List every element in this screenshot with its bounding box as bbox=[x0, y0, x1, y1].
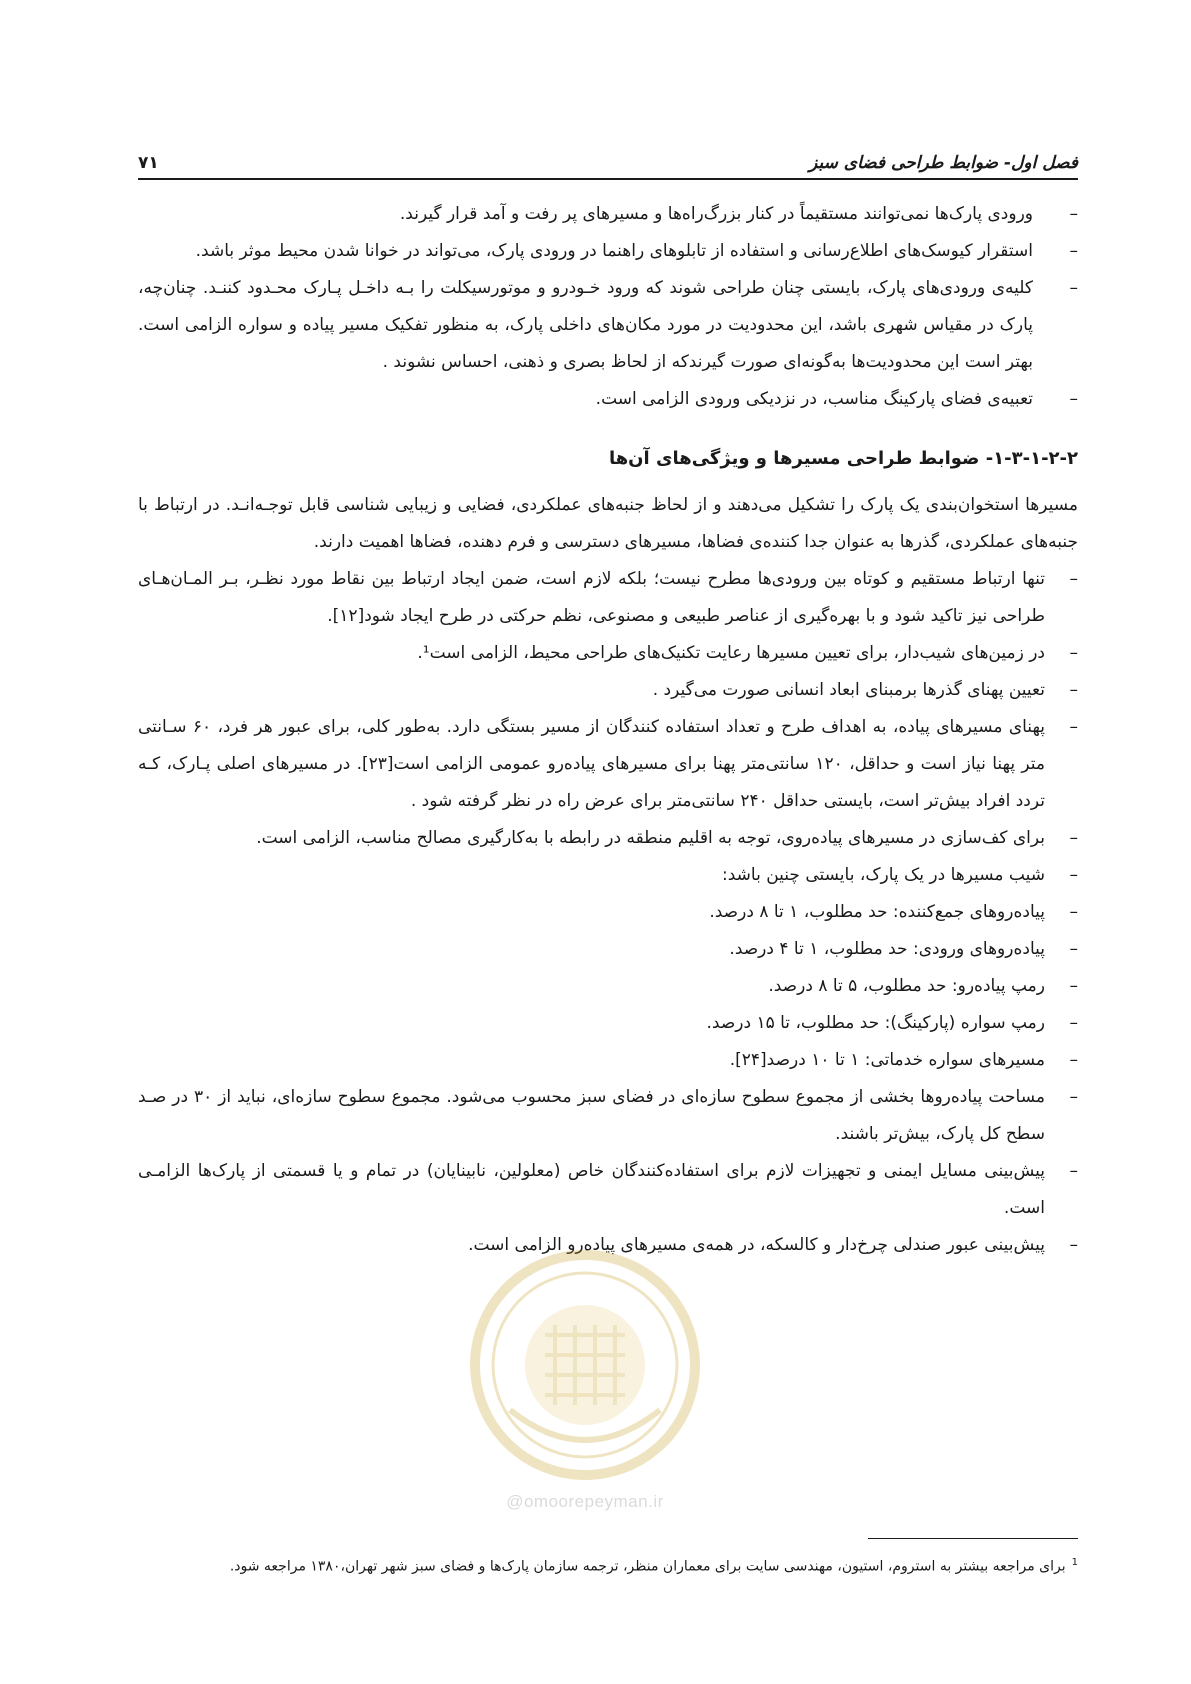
list-item bbox=[138, 1153, 1078, 1227]
list-item bbox=[138, 196, 1078, 233]
list-item bbox=[138, 1227, 1078, 1264]
list-item bbox=[138, 931, 1078, 968]
list-item bbox=[138, 381, 1078, 418]
entrance-rules-list bbox=[138, 196, 1078, 418]
list-item-text: تعبیه‌ی فضای پارکینگ مناسب، در نزدیکی ورودی الزامی است. bbox=[595, 389, 1033, 409]
list-item-text: شیب مسیرها در یک پارک، بایستی چنین باشد: bbox=[722, 865, 1045, 885]
list-item-text: پیش‌بینی عبور صندلی چرخ‌دار و کالسکه، در همه‌ی مسیرهای پیاده‌رو الزامی است. bbox=[468, 1235, 1045, 1255]
list-item-text: ورودی پارک‌ها نمی‌توانند مستقیماً در کنار بزرگ‌راه‌ها و مسیرهای پر رفت و آمد قرار گیرند. bbox=[399, 204, 1033, 224]
watermark-text: @omoorepeyman.ir bbox=[506, 1492, 664, 1511]
dash-bullet: – bbox=[1069, 680, 1078, 700]
section-paragraph: مسیرها استخوان‌بندی یک پارک را تشکیل می‌دهند و از لحاظ جنبه‌های عملکردی، فضایی و زیبایی شناسی قابل توجـه‌انـد. در ارتباط با جنبه‌های عملکردی، گذرها به عنوان جدا کننده‌ی فضاها، مسیرهای دسترسی و فرم دهنده، فضاها اهمیت دارند. bbox=[138, 495, 1078, 552]
list-item-text: تعیین پهنای گذرها برمبنای ابعاد انسانی صورت می‌گیرد . bbox=[652, 680, 1045, 700]
dash-bullet: – bbox=[1069, 204, 1078, 224]
list-item bbox=[138, 270, 1078, 381]
list-item bbox=[138, 233, 1078, 270]
list-item-text: در زمین‌های شیب‌دار، برای تعیین مسیرها رعایت تکنیک‌های طراحی محیط، الزامی است¹. bbox=[417, 643, 1045, 663]
page-number: ۷۱ bbox=[138, 153, 159, 173]
dash-bullet: – bbox=[1069, 1013, 1078, 1033]
dash-bullet: – bbox=[1069, 717, 1078, 737]
list-item bbox=[138, 894, 1078, 931]
list-item-text: پهنای مسیرهای پیاده، به اهداف طرح و تعداد استفاده کنندگان از مسیر بستگی دارد. به‌طور کلی، برای عبور هر فرد، ۶۰ سـانتی متر پهنا نیاز است و حداقل، ۱۲۰ سانتی‌متر پهنا برای مسیرهای پیاده‌رو عمومی الزامی است[۲۳]. در مسیرهای اصلی پـارک، کـه تردد افراد بیش‌تر است، بایستی حداقل ۲۴۰ سانتی‌متر برای عرض راه در نظر گرفته شود . bbox=[138, 717, 1046, 811]
header-rule bbox=[138, 178, 1078, 180]
dash-bullet: – bbox=[1069, 1235, 1078, 1255]
footnote bbox=[138, 1550, 1078, 1580]
section-heading: ۱-۳-۱-۲-۲- ضوابط طراحی مسیرها و ویژگی‌های آن‌ها bbox=[608, 448, 1078, 469]
dash-bullet: – bbox=[1069, 976, 1078, 996]
list-item bbox=[138, 672, 1078, 709]
list-item-text: برای کف‌سازی در مسیرهای پیاده‌روی، توجه به اقلیم منطقه در رابطه با به‌کارگیری مصالح مناسب، الزامی است. bbox=[256, 828, 1045, 848]
dash-bullet: – bbox=[1069, 828, 1078, 848]
running-title: فصل اول- ضوابط طراحی فضای سبز bbox=[809, 153, 1078, 173]
dash-bullet: – bbox=[1069, 569, 1078, 589]
list-item-text: پیاده‌روهای جمع‌کننده: حد مطلوب، ۱ تا ۸ درصد. bbox=[709, 902, 1045, 922]
list-item-text: رمپ سواره (پارکینگ): حد مطلوب، تا ۱۵ درصد. bbox=[706, 1013, 1045, 1033]
dash-bullet: – bbox=[1069, 902, 1078, 922]
list-item bbox=[138, 857, 1078, 894]
dash-bullet: – bbox=[1069, 278, 1078, 298]
list-item-text: مساحت پیاده‌روها بخشی از مجموع سطوح سازه‌ای در فضای سبز محسوب می‌شود. مجموع سطوح سازه‌ای، نباید از ۳۰ در صـد سطح کل پارک، بیش‌تر باشند. bbox=[138, 1087, 1045, 1144]
list-item-text: کلیه‌ی ورودی‌های پارک، بایستی چنان طراحی شوند که ورود خـودرو و موتورسیکلت را بـه داخـل پـارک محـدود کننـد. چنان‌چه، پارک در مقیاس شهری باشد، این محدودیت در مورد مکان‌های داخلی پارک، به منظور تفکیک مسیر پیاده و سواره الزامی است. بهتر است این محدودیت‌ها به‌گونه‌ای صورت گیرندکه از لحاظ بصری و ذهنی، احساس نشوند . bbox=[138, 278, 1033, 372]
dash-bullet: – bbox=[1069, 939, 1078, 959]
footnote-marker: 1 bbox=[1071, 1557, 1078, 1568]
list-item-text: مسیرهای سواره خدماتی: ۱ تا ۱۰ درصد[۲۴]. bbox=[729, 1050, 1045, 1070]
list-item bbox=[138, 561, 1078, 635]
list-item-text: تنها ارتباط مستقیم و کوتاه بین ورودی‌ها مطرح نیست؛ بلکه لازم است، ضمن ایجاد ارتباط بین نقاط مورد نظـر، بـر المـان‌هـای طراحی نیز تاکید شود و با بهره‌گیری از عناصر طبیعی و مصنوعی، نظم حرکتی در طرح ایجاد شود[۱۲]. bbox=[138, 569, 1045, 626]
list-item-text: رمپ پیاده‌رو: حد مطلوب، ۵ تا ۸ درصد. bbox=[768, 976, 1045, 996]
dash-bullet: – bbox=[1069, 1161, 1078, 1181]
dash-bullet: – bbox=[1069, 241, 1078, 261]
dash-bullet: – bbox=[1069, 1087, 1078, 1107]
list-item bbox=[138, 709, 1078, 820]
list-item-text: استقرار کیوسک‌های اطلاع‌رسانی و استفاده از تابلوهای راهنما در ورودی پارک، می‌تواند در خوانا شدن محیط موثر باشد. bbox=[195, 241, 1033, 261]
list-item bbox=[138, 968, 1078, 1005]
list-item bbox=[138, 635, 1078, 672]
list-item-text: پیاده‌روهای ورودی: حد مطلوب، ۱ تا ۴ درصد. bbox=[729, 939, 1045, 959]
dash-bullet: – bbox=[1069, 1050, 1078, 1070]
list-item bbox=[138, 1079, 1078, 1153]
path-rules-list bbox=[138, 561, 1078, 1264]
list-item bbox=[138, 820, 1078, 857]
page-header bbox=[138, 143, 1078, 173]
footnote-text: برای مراجعه بیشتر به استروم، استیون، مهندسی سایت برای معماران منظر، ترجمه سازمان پارک‌ها و فضای سبز شهر تهران،۱۳۸۰ مراجعه شود. bbox=[229, 1558, 1066, 1575]
dash-bullet: – bbox=[1069, 643, 1078, 663]
footnote-rule bbox=[868, 1538, 1078, 1539]
list-item-text: پیش‌بینی مسایل ایمنی و تجهیزات لازم برای استفاده‌کنندگان خاص (معلولین، نابینایان) در تمام و یا قسمتی از پارک‌ها الزامـی است. bbox=[138, 1161, 1045, 1218]
list-item bbox=[138, 1042, 1078, 1079]
dash-bullet: – bbox=[1069, 865, 1078, 885]
dash-bullet: – bbox=[1069, 389, 1078, 409]
page-body bbox=[138, 196, 1078, 1516]
list-item bbox=[138, 1005, 1078, 1042]
